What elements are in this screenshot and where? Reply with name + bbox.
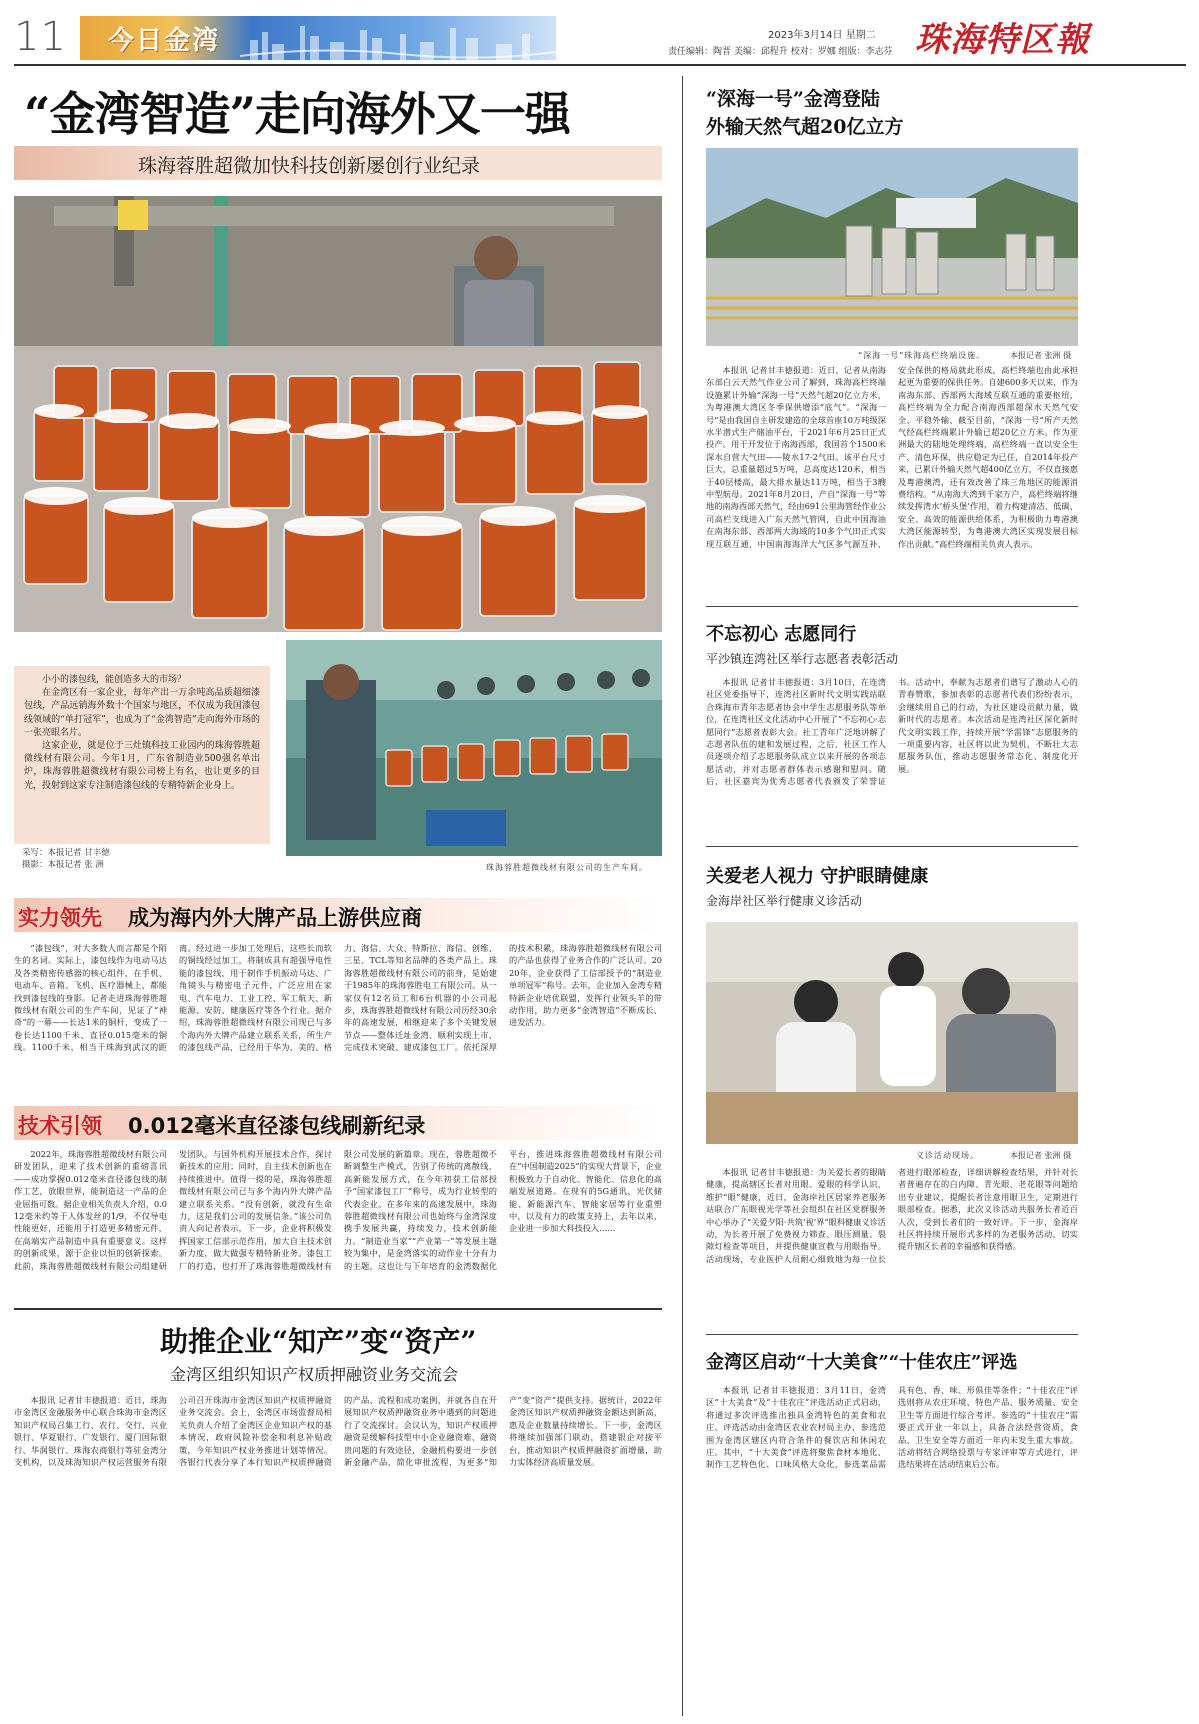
- r1-credit: 本报记者 张洲 摄: [1010, 351, 1072, 360]
- photo2-caption: 珠海蓉胜超微线材有限公司的生产车间。: [486, 863, 648, 872]
- sec1-text: “漆包线”，对大多数人而言都是个陌生的名词。实际上，漆包线作为电动马达及各类精密传感器的核心组件，在手机、电动车、音箱、飞机、医疗器械上，都能找到漆包线的身影。记者走进珠海蓉胜超微线材有限公司的生产车间，见证了“神奇”的一幕——长达1米的铜杆，变成了一卷长达1100千米、直径0.015毫米的铜线。1100千米，相当于珠海到武汉的距离。经过进一步加工处理后，这些长而软的铜线经过加工，将制成具有超强导电性能的漆包线，用于制作手机振动马达、广角镜头与精密电子元件，广泛应用在家电、汽车电力、工业工控、军工航天、新能源、安防、健康医疗等各个行业。据介绍，珠海蓉胜超微线材有限公司现已与多个海内外大牌产品建立联系关系，所生产的漆包线产品，已经用于华为、美的、格力、海信、大众、特斯拉、海信、创维、三星、TCL等知名品牌的各类产品上。珠海蓉胜超微线材有限公司的前身，是始建于1985年的珠海蓉胜电工有限公司。从一家仅有12名员工和6台机器的小公司起步，珠海蓉胜超微线材有限公司历经30余年的高速发展，相继迎来了多个关键发展节点——整体迁址金湾、顺利实现上市、完成技术突破、建成漆包工厂。依托深厚的技术积累，珠海蓉胜超微线材有限公司的产品也获得了业务合作的广泛认可。2020年，企业获得了工信部授予的“制造业单项冠军”称号。去年，企业加入金湾专精特新企业培优联盟，发挥行业领头羊的带动作用，助力更多“金湾智造”不断成长、进发活力。: [14, 943, 662, 1053]
- r3-caption: 义诊活动现场。: [916, 1151, 979, 1160]
- page-number: 11: [14, 14, 67, 60]
- sec1-tag: 实力领先: [18, 906, 102, 930]
- byline-writer: 采写：本报记者 甘丰徳: [22, 848, 110, 858]
- photo-production-line: [286, 640, 662, 856]
- lead-bottom-rule: [14, 1308, 662, 1310]
- gas-terminal-illustration: [706, 148, 1078, 346]
- intro-para-1: 小小的漆包线，能创造多大的市场？: [42, 675, 187, 685]
- r2-body: [706, 676, 1078, 834]
- bl-subhead: 金湾区组织知识产权质押融资业务交流会: [170, 1365, 459, 1384]
- section-title: 今日金湾: [108, 26, 221, 56]
- sec2-text: 2022年，珠海蓉胜超微线材有限公司研发团队，迎来了技术创新的重磅喜讯——成功掌握0.012毫米直径漆包线的制作工艺，放眼世界，能制造这一产品的企业屈指可数。据企业相关负责人介绍，0.012毫米约等于人体发丝的1/9，不仅导电性能更好，还能用于打造更多精密元件，在高端实产品制造中具有重要意义。这样的创新成果，源于企业以恒的创新探索。此前，珠海蓉胜超微线材有限公司组建研发团队，与国外机构开展技术合作，探讨新技术的应用；同时，自主技术创新也在持续推进中。值得一提的是，珠海蓉胜超微线材有限公司已与多个海内外大牌产品建立联系关系。“没有创新，就没有生命力，这是我们公司的发展信条。”该公司负责人向记者表示，下一步，企业将积极发挥国家工信部示范作用，加大自主技术创新力度，做大做强专精特新业务。漆包工厂的打造，也打开了珠海蓉胜超微线材有限公司发展的新篇章。现在，蓉胜超微不断调整生产模式，告别了传统的离散线，高新能发展方式，在今年初获工信部授予“国家漆包工厂”称号，成为行业转型的代表企业。在多年来的高速发展中，珠海蓉胜超微线材有限公司也始终与金湾深度携手发展共赢，持续发力，技术创新能力。“制造业当家”“产业第一”等发展主题较为集中，是金湾落实的动作业十分有力的主题。这也让与下年培育的金湾数据化平台，推进珠海蓉胜超微线材有限公司在“中国制造2025”的实现大背景下，企业积极致力于自动化、智能化、信息化的高端发展道路。在现有的5G通讯、光伏储能、新能源汽车、智能家居等行业重塑中，以及有力的政策支持上，去年以来，企业进一步加大科技投入……: [14, 1149, 662, 1271]
- bl-headline: 助推企业“知产”变“资产”: [160, 1325, 477, 1358]
- sign-placard: [118, 200, 148, 230]
- r3-body: [706, 1166, 1078, 1326]
- sec1-body: [14, 942, 662, 1072]
- r2-headline: 不忘初心 志愿同行: [706, 624, 857, 645]
- r2-text: 本报讯 记者甘丰徳报道：3月10日，在连湾社区党委指导下，连湾社区新时代文明实践站联合珠海市青年志愿者协会中学生志愿服务队等单位，在连湾社区文化活动中心开展了“不忘初心·志愿同行”志愿者表彰大会。社工青年广泛地讲解了志愿者队伍的建和发展过程，之后，社区工作人员逐项介绍了志愿服务队成立以来开展的各项志愿活动，并对志愿者群体表示感谢和慰问。随后，社区嘉宾为优秀志愿者代表颁发了荣誉证书。活动中，奉献为志愿者们谱写了激动人心的青春赞歌，参加表彰的志愿者代表们纷纷表示，会继续用自己的行动，为社区建设贡献力量，做新时代的志愿者。本次活动是连湾社区深化新时代文明实践工作，持续开展“学雷锋”志愿服务的一项重要内容，社区将以此为契机，不断壮大志愿服务队伍，推动志愿服务常态化、制度化开展。: [706, 677, 1078, 787]
- lead-subhead-bar: [14, 146, 662, 180]
- lead-intro-box: [14, 666, 270, 844]
- production-line-illustration: [286, 640, 662, 856]
- intro-para-3: 这家企业，就是位于三灶镇科技工业园内的珠海蓉胜超微线材有限公司。今年1月，广东省制造业500强名单出炉，珠海蓉胜超微线材有限公司榜上有名，也让更多的目光，投射到这家专注制造漆包线的专精特新企业身上。: [24, 741, 260, 791]
- r1-text: 本报讯 记者甘丰徳报道：近日，记者从南海东部白云天然气作业公司了解到，珠海高栏终端设施累计外输“深海一号”天然气超20亿立方米，为粤港澳大湾区冬季保供增添“底气”。“深海一号”是由我国自主研发建造的全球首座10万吨级深水半潜式生产储油平台，于2021年6月25日正式投产。用于开发位于南海西部，我国首个1500米深水自营大气田——陵水17-2气田。该平台尺寸巨大，总重量超过5万吨，总高度达120米，相当于40层楼高，最大排水量达11万吨，相当于3艘中型航母。2021年8月20日，产自“深海一号”等地的南海西部天然气，经由691公里海管经作业公司高栏支线进入广东天然气管网，自此中国海油在南海东部、西部两大海域的10多个气田正式实现互联互通，中国南海海洋大气区多气源互补、安全保供的格局就此形成，高栏终端也由此承担起更为重要的保供任务。自建600多天以来，作为南海东部、西部两大海域互联互通的重要枢纽，高栏终端为全力配合南海西部超深水天然气安全、平稳外输、截至目前，“深海一号”所产天然气经高栏终端累计外输已超20亿立方米。作为亚洲最大的陆地处理终端，高栏终端一直以安全生产、清色环保，供应稳定为已任，自2014年投产来，已累计外输天然气超400亿立方，不仅直接惠及粤港澳湾，还有效改善了珠三角地区的能源消费结构。“从南海大湾到千家万户，高栏终端将继续发挥湾水‘桥头堡’作用，着力构建清洁、低碳、安全、高效的能源供给体系，为积极助力粤港澳大湾区能源转型，为粤港澳大湾区实现发展目标作出贡献。”高栏终端相关负责人表示。: [706, 365, 1078, 549]
- r2-subhead: 平沙镇连湾社区举行志愿者表彰活动: [706, 652, 899, 666]
- eye-clinic-illustration: [706, 922, 1078, 1144]
- photo-workshop: [14, 196, 662, 632]
- r3-rule: [706, 1334, 1078, 1335]
- issue-date: 2023年3月14日 星期二: [768, 30, 876, 41]
- photo-gas-terminal: [706, 148, 1078, 346]
- r1-rule: [706, 606, 1078, 607]
- spools-illustration: [14, 196, 662, 632]
- r1-caption: “深海一号”珠海高栏终端设施。: [858, 351, 986, 360]
- r3-credit: 本报记者 张洲 摄: [1010, 1151, 1072, 1160]
- sec2-tag: 技术引领: [18, 1114, 102, 1138]
- editor-credits: 责任编辑：陶晋 美编：邱程升 校对：罗娜 组版：李志芬: [668, 47, 893, 57]
- lead-headline: “金湾智造”走向海外又一强: [24, 87, 570, 141]
- r4-body: [706, 1384, 1078, 1716]
- sec1-title: 成为海内外大牌产品上游供应商: [128, 906, 422, 930]
- r1-headline-1: “深海一号”金湾登陆: [706, 88, 880, 110]
- byline-photo: 摄影：本报记者 张 洲: [22, 860, 104, 870]
- bl-text: 本报讯 记者甘丰徳报道：近日，珠海市金湾区金融服务中心联合珠海市金湾区知识产权局召集工行、农行、交行、兴业银行、华夏银行、广发银行、厦门国际银行、华润银行、珠海农商银行等驻金湾分支机构，以及珠海知识产权运营服务有限公司召开珠海市金湾区知识产权质押融资业务交流会。会上，金湾区市场监督局相关负责人介绍了金湾区企业知识产权的基本情况，政府风险补偿金和利息补贴政策，今年知识产权业务推进计划等情况。各银行代表分享了本行知识产权质押融资的产品、流程和成功案例，并就各自在开展知识产权质押融资业务中遇到的问题进行了交流探讨。会议认为，知识产权质押融资是缓解科技型中小企业融资难、融资贵问题的有效途径，金融机构要进一步创新金融产品，简化审批流程，为更多“知产”变“资产”提供支持。据统计，2022年金湾区知识产权质押融资金额达到新高，惠及企业数量持续增长。下一步，金湾区将继续加强部门联动，搭建银企对接平台，推动知识产权质押融资扩面增量，助力实体经济高质量发展。: [14, 1395, 662, 1468]
- photo-eye-clinic: [706, 922, 1078, 1144]
- r4-headline: 金湾区启动“十大美食”“十佳农庄”评选: [706, 1352, 1018, 1373]
- masthead-rule: [14, 64, 1186, 66]
- paper-logo: 珠海特区報: [915, 20, 1090, 60]
- r3-subhead: 金海岸社区举行健康义诊活动: [706, 894, 863, 908]
- r3-text: 本报讯 记者甘丰徳报道：为关爱长者的眼睛健康，提高辖区长者对用眼、爱眼的科学认识，维护“眼”健康，近日，金海岸社区居家养老服务站联合广东眼视光学等社会组织在社区党群服务中心举办了“关爱夕阳·共筑‘视’界”眼科健康义诊活动，为长者开展了免费视力筛查、眼压测量、裂隙灯检查等项目，并提供健康宣教与用眼指导。活动现场，专业医护人员耐心细致地为每一位长者进行眼部检查，详细讲解检查结果，并针对长者普遍存在的白内障、青光眼、老花眼等问题给出专业建议，提醒长者注意用眼卫生，定期进行眼部检查。据悉，此次义诊活动共服务长者近百人次，受到长者们的一致好评。下一步，金海岸社区将持续开展形式多样的为老服务活动，切实提升辖区长者的幸福感和获得感。: [706, 1167, 1078, 1264]
- skyline-icon: [240, 22, 556, 60]
- sec2-title: 0.012毫米直径漆包线刷新纪录: [128, 1114, 426, 1138]
- sec2-body: [14, 1148, 662, 1304]
- r2-rule: [706, 846, 1078, 847]
- r4-text: 本报讯 记者甘丰徳报道：3月11日，金湾区“十大美食”及“十佳农庄”评选活动正式启动，将通过多次评选推出独具金湾特色的美食和农庄。评选活动由金湾区农业农村局主办，参选范围为金湾区辖区内符合条件的餐饮店和休闲农庄。其中，“十大美食”评选将聚焦食材本地化、制作工艺特色化、口味风格大众化，参选菜品需具有色、香、味、形俱佳等条件；“十佳农庄”评选则将从农庄环境、特色产品、服务质量、安全卫生等方面进行综合考评。参选的“十佳农庄”需要正式开业一年以上，具备合法经营资质，食品、卫生安全等方面近一年内未发生重大事故。活动将结合网络投票与专家评审等方式进行，评选结果将在活动结束后公布。: [706, 1385, 1078, 1470]
- r1-body: [706, 364, 1078, 596]
- section-banner: [80, 16, 556, 60]
- bl-body: [14, 1394, 662, 1716]
- intro-para-2: 在金湾区有一家企业，每年产出一万余吨高品质超细漆包线，产品远销海外数十个国家与地区，不仅成为我国漆包线领域的“单打冠军”，也成为了“金湾智造”走向海外市场的一张亮眼名片。: [24, 688, 260, 738]
- lead-subhead: 珠海蓉胜超微加快科技创新屡创行业纪录: [138, 155, 481, 177]
- column-divider: [682, 76, 683, 1716]
- r1-headline-2: 外输天然气超20亿立方: [706, 116, 904, 138]
- r3-headline: 关爱老人视力 守护眼睛健康: [706, 866, 929, 887]
